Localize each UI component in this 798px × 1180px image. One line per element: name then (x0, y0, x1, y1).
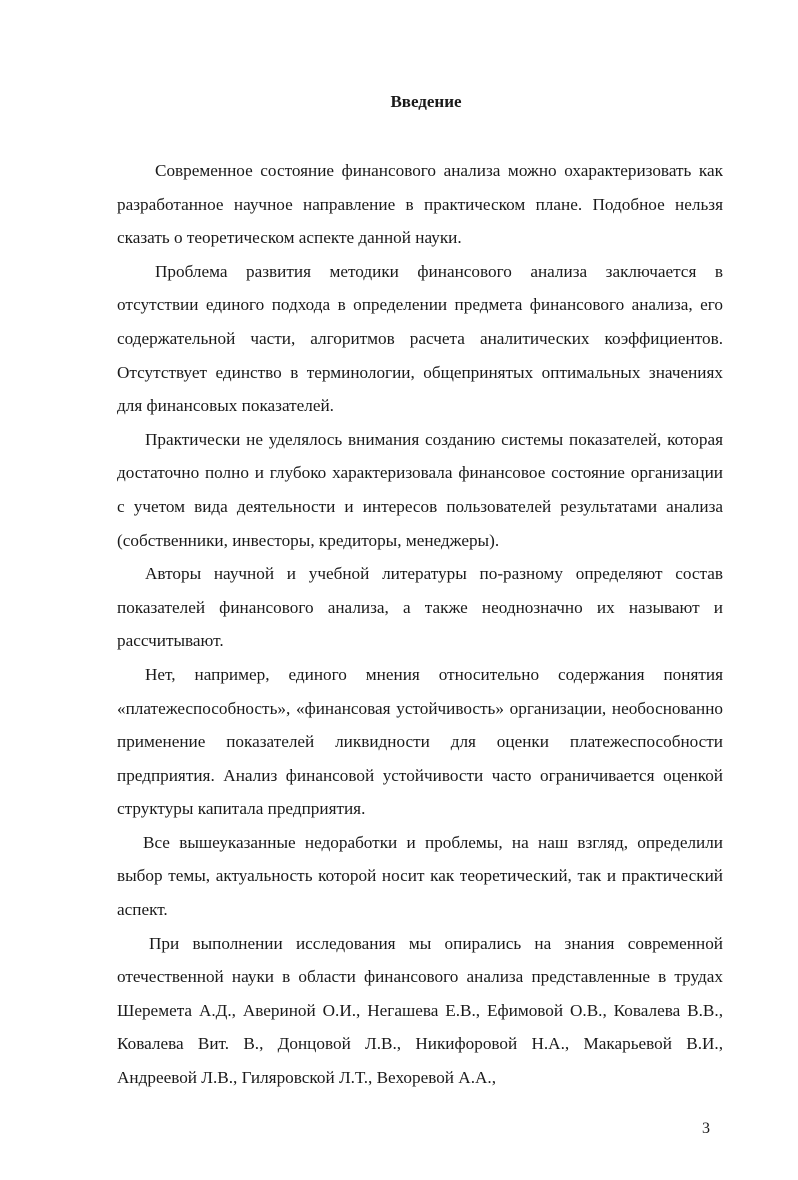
page-number: 3 (702, 1120, 710, 1137)
paragraph: Нет, например, единого мнения относительно содержания понятия «платежеспособность», «финансовая устойчивость» организации, необоснованно применение показателей ликвидности для оценки платежеспособности предприятия. Анализ финансовой устойчивости часто ограничивается оценкой структуры капитала предприятия. (117, 664, 723, 819)
paragraph: При выполнении исследования мы опирались на знания современной отечественной науки в области финансового анализа представленные в трудах Шеремета А.Д., Авериной О.И., Негашева Е.В., Ефимовой О.В., Ковалева В.В., Ковалева Вит. В., Донцовой Л.В., Никифоровой Н.А., Макарьевой В.И., Андреевой Л.В., Гиляровской Л.Т., Вехоревой А.А., (117, 933, 723, 1088)
page-title: Введение (390, 92, 462, 111)
paragraph: Авторы научной и учебной литературы по-разному определяют состав показателей финансового анализа, а также неоднозначно их называют и рассчитывают. (117, 564, 723, 651)
body-text (117, 154, 723, 1095)
paragraph: Современное состояние финансового анализа можно охарактеризовать как разработанное научное направление в практическом плане. Подобное нельзя сказать о теоретическом аспекте данной науки. (117, 161, 723, 248)
paragraph: Все вышеуказанные недоработки и проблемы, на наш взгляд, определили выбор темы, актуальность которой носит как теоретический, так и практический аспект. (117, 832, 723, 920)
paragraph: Практически не уделялось внимания созданию системы показателей, которая достаточно полно и глубоко характеризовала финансовое состояние организации с учетом вида деятельности и интересов пользователей результатами анализа (собственники, инвесторы, кредиторы, менеджеры). (117, 429, 723, 550)
paragraph: Проблема развития методики финансового анализа заключается в отсутствии единого подхода в определении предмета финансового анализа, его содержательной части, алгоритмов расчета аналитических коэффициентов. Отсутствует единство в терминологии, общепринятых оптимальных значениях для финансовых показателей. (117, 261, 723, 416)
